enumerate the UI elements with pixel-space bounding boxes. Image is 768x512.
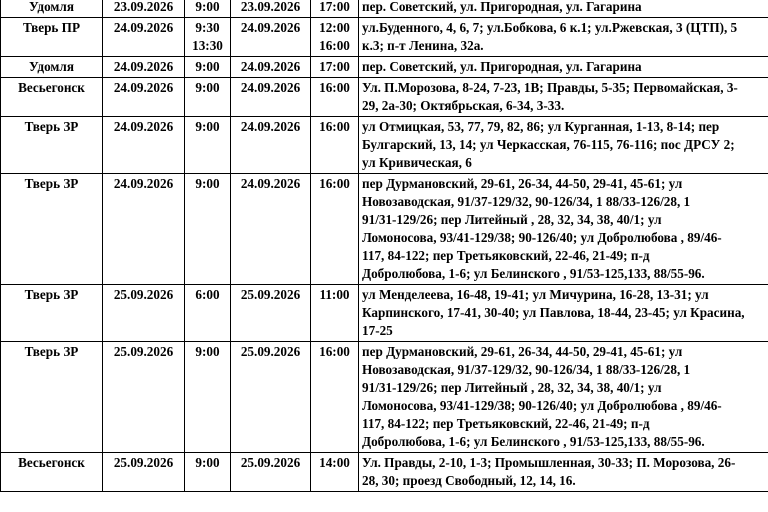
end-date-cell: 24.09.2026 bbox=[231, 174, 311, 285]
start-time-cell: 6:00 bbox=[185, 285, 231, 342]
start-date-cell: 23.09.2026 bbox=[103, 0, 185, 18]
end-date-cell: 23.09.2026 bbox=[231, 0, 311, 18]
end-date-cell: 25.09.2026 bbox=[231, 285, 311, 342]
address-cell: ул.Буденного, 4, 6, 7; ул.Бобкова, 6 к.1; ул.Ржевская, 3 (ЦТП), 5 к.3; п-т Ленина, 32а. bbox=[359, 18, 768, 57]
table-row bbox=[1, 0, 768, 18]
city-cell: Тверь ЗР bbox=[1, 342, 103, 453]
end-date-cell: 25.09.2026 bbox=[231, 453, 311, 492]
end-time-cell: 16:00 bbox=[311, 174, 359, 285]
start-time-cell: 9:30 13:30 bbox=[185, 18, 231, 57]
address-cell: Ул. П.Морозова, 8-24, 7-23, 1В; Правды, 5-35; Первомайская, 3- 29, 2а-30; Октябрьская, 6-34, 3-33. bbox=[359, 78, 768, 117]
address-cell: ул Менделеева, 16-48, 19-41; ул Мичурина, 16-28, 13-31; ул Карпинского, 17-41, 30-40; ул Павлова, 18-44, 23-45; ул Красина, 17-25 bbox=[359, 285, 768, 342]
end-time-cell: 14:00 bbox=[311, 453, 359, 492]
start-date-cell: 25.09.2026 bbox=[103, 285, 185, 342]
city-cell: Тверь ЗР bbox=[1, 117, 103, 174]
end-time-cell: 16:00 bbox=[311, 117, 359, 174]
end-time-cell: 12:00 16:00 bbox=[311, 18, 359, 57]
schedule-rows bbox=[1, 0, 768, 492]
table-row bbox=[1, 18, 768, 57]
start-date-cell: 25.09.2026 bbox=[103, 453, 185, 492]
start-time-cell: 9:00 bbox=[185, 174, 231, 285]
end-date-cell: 24.09.2026 bbox=[231, 57, 311, 78]
address-cell: ул Отмицкая, 53, 77, 79, 82, 86; ул Курганная, 1-13, 8-14; пер Булгарский, 13, 14; ул Черкасская, 76-115, 76-116; пос ДРСУ 2; ул Кривическая, 6 bbox=[359, 117, 768, 174]
table-row bbox=[1, 285, 768, 342]
end-time-cell: 17:00 bbox=[311, 57, 359, 78]
city-cell: Тверь ПР bbox=[1, 18, 103, 57]
city-cell: Тверь ЗР bbox=[1, 174, 103, 285]
start-date-cell: 24.09.2026 bbox=[103, 18, 185, 57]
start-time-cell: 9:00 bbox=[185, 342, 231, 453]
table-row bbox=[1, 117, 768, 174]
table-row bbox=[1, 57, 768, 78]
end-date-cell: 25.09.2026 bbox=[231, 342, 311, 453]
table-row bbox=[1, 342, 768, 453]
city-cell: Весьегонск bbox=[1, 78, 103, 117]
city-cell: Удомля bbox=[1, 57, 103, 78]
table-row bbox=[1, 174, 768, 285]
address-cell: пер Дурмановский, 29-61, 26-34, 44-50, 29-41, 45-61; ул Новозаводская, 91/37-129/32, 90-126/34, 1 88/33-126/28, 1 91/31-129/26; пер Литейный , 28, 32, 34, 38, 40/1; ул Ломоносова, 93/41-129/38; 90-126/40; ул Добролюбова , 89/46- 117, 84-122; пер Третьяковский, 22-46, 21-49; п-д Добролюбова, 1-6; ул Белинского , 91/53-125,133, 88/55-96. bbox=[359, 342, 768, 453]
start-date-cell: 24.09.2026 bbox=[103, 78, 185, 117]
end-time-cell: 16:00 bbox=[311, 78, 359, 117]
end-time-cell: 16:00 bbox=[311, 342, 359, 453]
end-date-cell: 24.09.2026 bbox=[231, 18, 311, 57]
start-time-cell: 9:00 bbox=[185, 57, 231, 78]
end-time-cell: 17:00 bbox=[311, 0, 359, 18]
start-date-cell: 24.09.2026 bbox=[103, 117, 185, 174]
city-cell: Удомля bbox=[1, 0, 103, 18]
address-cell: пер. Советский, ул. Пригородная, ул. Гагарина bbox=[359, 57, 768, 78]
start-time-cell: 9:00 bbox=[185, 117, 231, 174]
city-cell: Весьегонск bbox=[1, 453, 103, 492]
end-time-cell: 11:00 bbox=[311, 285, 359, 342]
address-cell: пер Дурмановский, 29-61, 26-34, 44-50, 29-41, 45-61; ул Новозаводская, 91/37-129/32, 90-126/34, 1 88/33-126/28, 1 91/31-129/26; пер Литейный , 28, 32, 34, 38, 40/1; ул Ломоносова, 93/41-129/38; 90-126/40; ул Добролюбова , 89/46- 117, 84-122; пер Третьяковский, 22-46, 21-49; п-д Добролюбова, 1-6; ул Белинского , 91/53-125,133, 88/55-96. bbox=[359, 174, 768, 285]
start-date-cell: 24.09.2026 bbox=[103, 57, 185, 78]
city-cell: Тверь ЗР bbox=[1, 285, 103, 342]
start-time-cell: 9:00 bbox=[185, 78, 231, 117]
address-cell: Ул. Правды, 2-10, 1-3; Промышленная, 30-33; П. Морозова, 26- 28, 30; проезд Свободный, 12, 14, 16. bbox=[359, 453, 768, 492]
end-date-cell: 24.09.2026 bbox=[231, 78, 311, 117]
start-time-cell: 9:00 bbox=[185, 0, 231, 18]
table-row bbox=[1, 78, 768, 117]
start-time-cell: 9:00 bbox=[185, 453, 231, 492]
start-date-cell: 24.09.2026 bbox=[103, 174, 185, 285]
end-date-cell: 24.09.2026 bbox=[231, 117, 311, 174]
start-date-cell: 25.09.2026 bbox=[103, 342, 185, 453]
address-cell: пер. Советский, ул. Пригородная, ул. Гагарина bbox=[359, 0, 768, 18]
table-row bbox=[1, 453, 768, 492]
